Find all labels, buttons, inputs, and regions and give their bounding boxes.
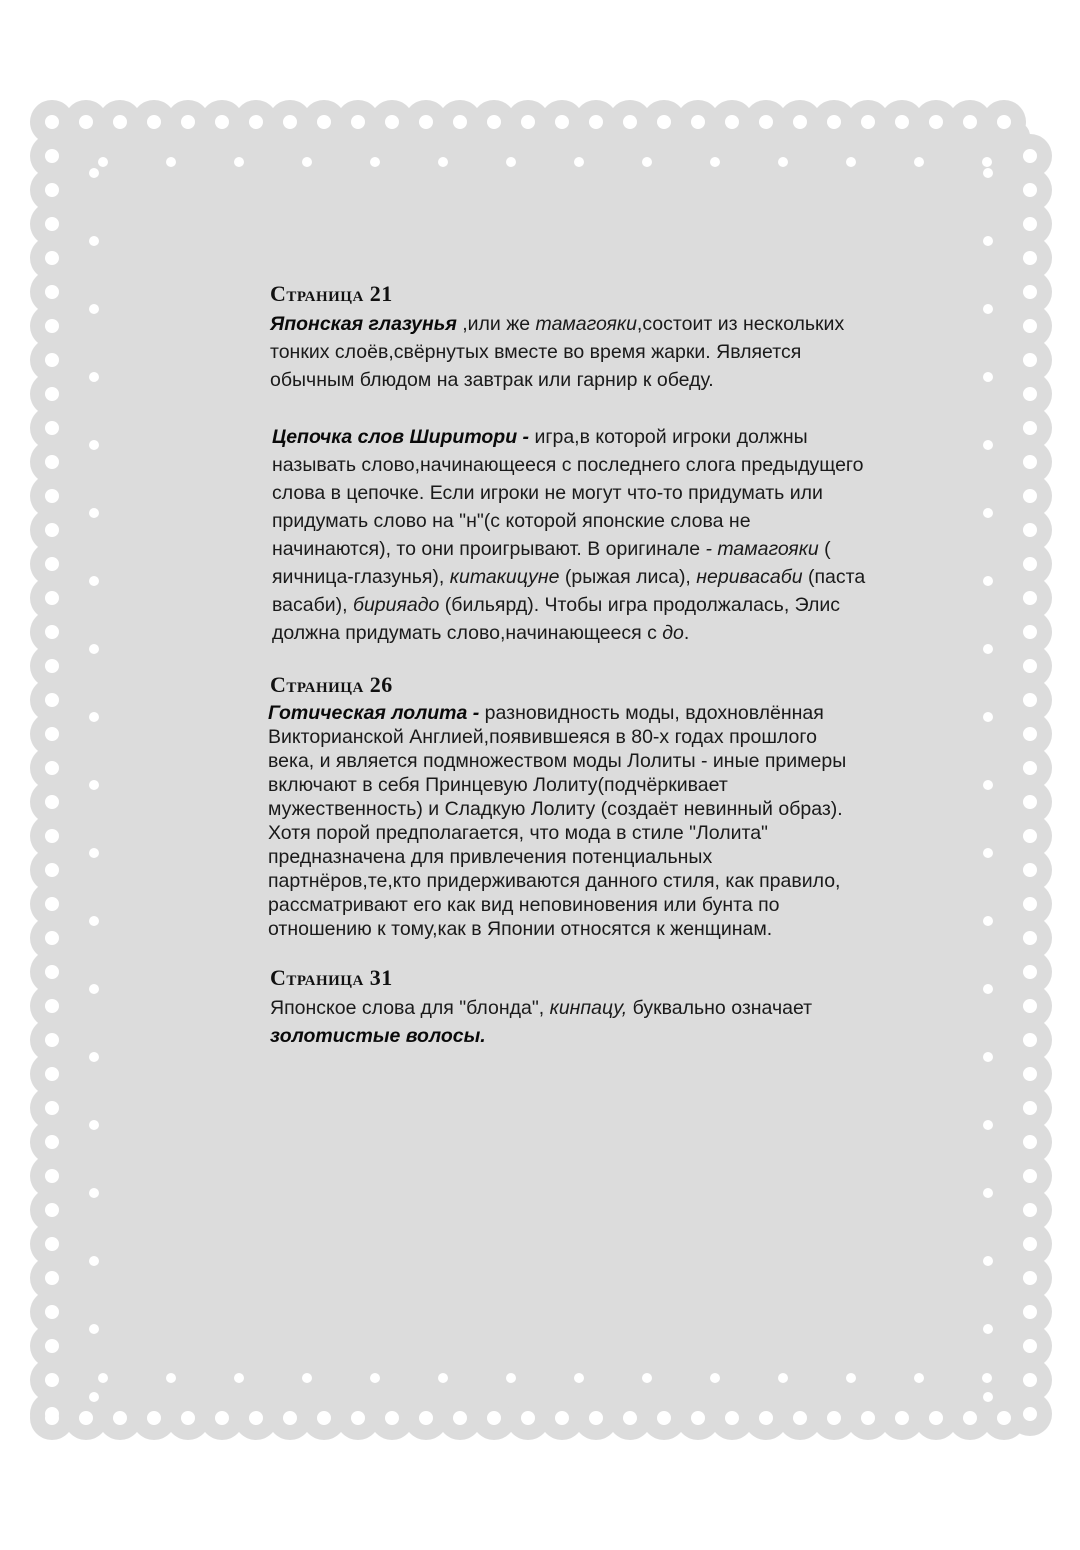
term-golden-hair: золотистые волосы. (270, 1025, 486, 1047)
term-japanese-omelette: Японская глазунья (270, 313, 457, 335)
section-heading-page-26: Страница 26 (270, 672, 393, 697)
section-heading-page-31: Страница 31 (270, 965, 393, 990)
section-heading-page-21: Страница 21 (270, 281, 393, 306)
note-kinpatsu: Японское слова для "блонда", кинпацу, буквально означает золотистые волосы. (270, 997, 813, 1047)
term-shiritori: Цепочка слов Ширитори - (272, 426, 530, 448)
note-shiritori: Цепочка слов Ширитори - игра,в которой игроки должны называть слово,начинающееся с последнего слога предыдущего слова в цепочке. Если игроки не могут что-то придумать или придумать слово на "н"(с которой японские слова не начинаются), то они проигрывают. В оригинале - тамагояки ( яичница-глазунья), китакицуне (рыжая лиса), неривасаби (паста васаби), бирияадо (бильярд). Чтобы игра продолжалась, Элис должна придумать слово,начинающееся с до. (272, 426, 866, 644)
notes-content (268, 282, 868, 1050)
term-gothic-lolita: Готическая лолита - (268, 702, 480, 724)
note-gothic-lolita: Готическая лолита - разновидность моды, вдохновлённая Викторианской Англией,появившеяся в 80-х годах прошлого века, и является подмножеством моды Лолиты - иные примеры включают в себя Принцевую Лолиту(подчёркивает мужественность) и Сладкую Лолиту (создаёт невинный образ). Хотя порой предполагается, что мода в стиле "Лолита" предназначена для привлечения потенциальных партнёров,те,кто придерживаются данного стиля, как правило, рассматривают его как вид неповиновения или бунта по отношению к тому,как в Японии относятся к женщинам. (268, 702, 847, 940)
note-tamagoyaki: Японская глазунья ,или же тамагояки,состоит из нескольких тонких слоёв,свёрнутых вместе во время жарки. Является обычным блюдом на завтрак или гарнир к обеду. (270, 313, 845, 391)
